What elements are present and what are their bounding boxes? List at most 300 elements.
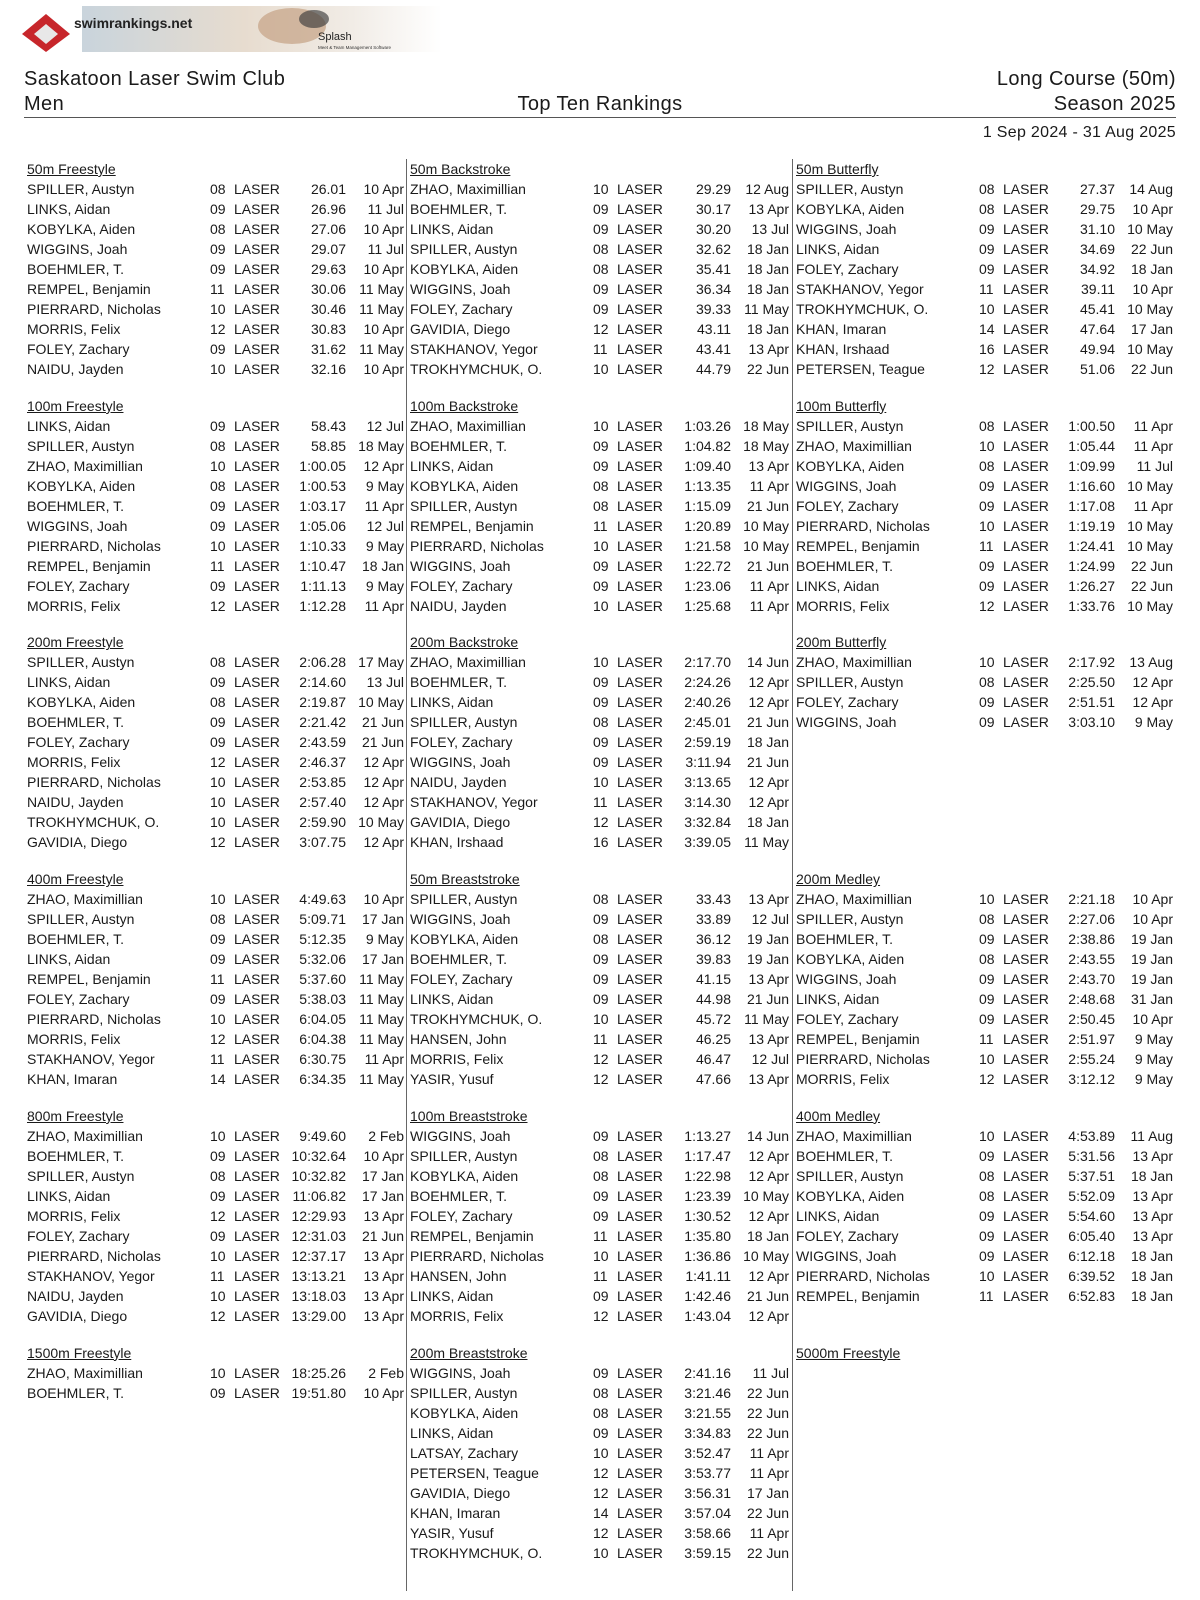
swimmer-age: 09	[979, 577, 995, 594]
ranking-row	[793, 889, 1177, 909]
swimmer-time: 2:17.92	[1068, 654, 1115, 671]
header-divider	[24, 117, 1176, 118]
swimmer-age: 09	[593, 1187, 609, 1204]
swimmer-age: 08	[593, 931, 609, 948]
swimmer-name: BOEHMLER, T.	[796, 557, 893, 574]
event-block	[793, 632, 1177, 732]
ranking-row	[793, 929, 1177, 949]
swimmer-club: LASER	[617, 1464, 663, 1481]
swimmer-time: 1:03.26	[684, 417, 731, 434]
ranking-row	[407, 1403, 793, 1423]
ranking-row	[793, 1246, 1177, 1266]
ranking-row	[793, 416, 1177, 436]
swimmer-age: 10	[979, 301, 995, 317]
swimmer-date: 12 Jul	[366, 417, 404, 434]
swimmer-age: 08	[979, 457, 995, 474]
ranking-row	[407, 1029, 793, 1049]
swimmer-name: ZHAO, Maximillian	[410, 417, 526, 434]
swimmer-club: LASER	[617, 361, 663, 377]
ranking-row	[407, 949, 793, 969]
swimmer-date: 10 May	[743, 1247, 789, 1264]
ranking-row	[407, 652, 793, 672]
swimmer-date: 22 Jun	[1130, 557, 1173, 574]
ranking-row	[24, 1146, 408, 1166]
swimmer-age: 09	[210, 241, 226, 257]
swimmer-time: 26.96	[310, 201, 346, 217]
event-title: 200m Backstroke	[410, 634, 519, 651]
swimmer-age: 10	[210, 1247, 226, 1264]
swimmer-time: 2:55.24	[1068, 1051, 1115, 1068]
ranking-row	[407, 1049, 793, 1069]
logo-splash: Splash	[318, 31, 352, 43]
swimmer-name: ZHAO, Maximillian	[27, 891, 143, 908]
swimmer-club: LASER	[234, 1031, 280, 1048]
swimmer-name: FOLEY, Zachary	[410, 1207, 513, 1224]
ranking-row	[24, 1166, 408, 1186]
ranking-row	[407, 299, 793, 319]
swimmer-date: 14 Jun	[746, 654, 789, 671]
ranking-row	[24, 1009, 408, 1029]
swimmer-age: 09	[210, 1384, 226, 1401]
swimmer-date: 11 Jul	[1136, 457, 1173, 474]
ranking-row	[407, 556, 793, 576]
swimmer-age: 09	[210, 517, 226, 534]
swimmer-time: 3:53.77	[684, 1464, 731, 1481]
swimmer-date: 10 May	[1127, 597, 1173, 614]
date-range: 1 Sep 2024 - 31 Aug 2025	[982, 124, 1176, 141]
swimmer-club: LASER	[234, 457, 280, 474]
swimmer-club: LASER	[1003, 1287, 1049, 1304]
swimmer-age: 08	[593, 1147, 609, 1164]
swimmer-age: 09	[979, 497, 995, 514]
swimmer-time: 1:20.89	[684, 517, 731, 534]
swimmer-date: 12 Apr	[748, 1147, 789, 1164]
swimmer-name: LINKS, Aidan	[410, 694, 494, 711]
swimmer-age: 11	[979, 537, 994, 554]
swimmer-date: 10 Apr	[1132, 281, 1173, 297]
ranking-row	[793, 1029, 1177, 1049]
swimmer-date: 19 Jan	[1130, 951, 1173, 968]
swimmer-name: BOEHMLER, T.	[410, 201, 507, 217]
swimmer-age: 10	[593, 1011, 609, 1028]
ranking-row	[407, 832, 793, 852]
swimmer-club: LASER	[234, 241, 280, 257]
ranking-row	[24, 496, 408, 516]
swimmer-date: 22 Jun	[746, 1544, 789, 1561]
logo-tagline: Meet & Team Management Software	[318, 45, 391, 50]
swimmer-club: LASER	[1003, 361, 1049, 377]
swimmer-date: 19 Jan	[1130, 931, 1173, 948]
swimmer-name: PIERRARD, Nicholas	[410, 537, 544, 554]
swimmer-age: 09	[593, 674, 609, 691]
swimmer-name: STAKHANOV, Yegor	[410, 341, 538, 357]
swimmer-date: 10 Apr	[1132, 891, 1173, 908]
swimmer-date: 10 May	[743, 537, 789, 554]
swimmer-date: 11 May	[359, 301, 404, 317]
swimmer-club: LASER	[234, 181, 280, 197]
swimmer-time: 1:03.17	[299, 497, 346, 514]
swimmer-name: REMPEL, Benjamin	[796, 1031, 920, 1048]
ranking-row	[24, 596, 408, 616]
swimmer-name: SPILLER, Austyn	[410, 241, 518, 257]
swimmer-club: LASER	[617, 417, 663, 434]
swimmer-name: SPILLER, Austyn	[410, 714, 518, 731]
swimmer-time: 5:38.03	[299, 991, 346, 1008]
swimmer-club: LASER	[1003, 1071, 1049, 1088]
swimmer-date: 22 Jun	[746, 1404, 789, 1421]
ranking-row	[407, 1286, 793, 1306]
swimmer-name: SPILLER, Austyn	[410, 891, 518, 908]
swimmer-name: SPILLER, Austyn	[27, 911, 135, 928]
swimmer-name: NAIDU, Jayden	[27, 794, 124, 811]
swimmer-time: 3:59.15	[684, 1544, 731, 1561]
swimmer-name: SPILLER, Austyn	[27, 437, 135, 454]
swimmer-club: LASER	[617, 1207, 663, 1224]
swimmer-date: 21 Jun	[746, 1287, 789, 1304]
swimmer-time: 1:22.72	[684, 557, 731, 574]
swimmer-time: 4:49.63	[299, 891, 346, 908]
ranking-row	[793, 1049, 1177, 1069]
swimmer-time: 3:52.47	[684, 1444, 731, 1461]
swimmer-age: 10	[210, 1011, 226, 1028]
swimmer-time: 2:50.45	[1068, 1011, 1115, 1028]
ranking-row	[793, 1206, 1177, 1226]
swimmer-name: PIERRARD, Nicholas	[796, 1267, 930, 1284]
swimmer-time: 45.72	[695, 1011, 731, 1028]
ranking-row	[407, 496, 793, 516]
swimmer-name: LINKS, Aidan	[410, 221, 494, 237]
swimmer-club: LASER	[617, 774, 663, 791]
swimmer-date: 9 May	[365, 577, 404, 594]
swimmer-club: LASER	[234, 321, 280, 337]
ranking-row	[407, 752, 793, 772]
swimmer-time: 2:48.68	[1068, 991, 1115, 1008]
swimmer-time: 1:15.09	[684, 497, 731, 514]
swimmer-club: LASER	[617, 437, 663, 454]
ranking-row	[407, 792, 793, 812]
swimmer-name: WIGGINS, Joah	[410, 557, 511, 574]
swimmer-club: LASER	[234, 1307, 280, 1324]
swimmer-name: REMPEL, Benjamin	[27, 557, 151, 574]
swimmer-time: 31.62	[310, 341, 346, 357]
swimmer-name: LINKS, Aidan	[410, 1424, 494, 1441]
swimmer-club: LASER	[1003, 497, 1049, 514]
ranking-row	[407, 692, 793, 712]
ranking-row	[407, 576, 793, 596]
ranking-row	[407, 456, 793, 476]
swimmer-date: 18 May	[743, 417, 789, 434]
event-block	[793, 396, 1177, 616]
swimmer-club: LASER	[234, 557, 280, 574]
swimmer-club: LASER	[617, 814, 663, 831]
swimmer-age: 09	[210, 497, 226, 514]
swimmer-name: WIGGINS, Joah	[27, 241, 128, 257]
swimmer-club: LASER	[1003, 654, 1049, 671]
swimmer-age: 09	[210, 734, 226, 751]
swimmer-date: 11 May	[744, 834, 789, 851]
swimmer-time: 3:32.84	[684, 814, 731, 831]
swimmer-date: 10 May	[1127, 537, 1173, 554]
swimmer-date: 12 Jul	[751, 1051, 789, 1068]
swimmer-age: 12	[210, 754, 226, 771]
swimmer-date: 12 Apr	[748, 774, 789, 791]
swimmer-name: MORRIS, Felix	[796, 597, 890, 614]
swimmer-age: 09	[593, 1287, 609, 1304]
ranking-row	[407, 1306, 793, 1326]
swimmer-date: 10 May	[358, 694, 404, 711]
swimmer-name: NAIDU, Jayden	[27, 361, 124, 377]
swimmer-club: LASER	[234, 834, 280, 851]
swimmer-club: LASER	[617, 951, 663, 968]
event-block	[24, 396, 408, 616]
swimmer-time: 6:05.40	[1068, 1227, 1115, 1244]
swimmer-name: LINKS, Aidan	[27, 201, 111, 217]
swimmer-name: PIERRARD, Nicholas	[796, 517, 930, 534]
swimmer-time: 2:24.26	[684, 674, 731, 691]
swimmer-time: 29.75	[1079, 201, 1115, 217]
swimmer-age: 08	[593, 891, 609, 908]
swimmer-club: LASER	[234, 577, 280, 594]
swimmer-time: 30.46	[310, 301, 346, 317]
swimmer-name: MORRIS, Felix	[27, 321, 121, 337]
swimmer-club: LASER	[234, 754, 280, 771]
ranking-row	[24, 1306, 408, 1326]
swimmer-date: 13 Apr	[1132, 1187, 1173, 1204]
swimmer-date: 12 Apr	[1132, 674, 1173, 691]
swimmer-club: LASER	[617, 1071, 663, 1088]
ranking-row	[407, 1069, 793, 1089]
swimmer-name: STAKHANOV, Yegor	[410, 794, 538, 811]
swimmer-time: 30.17	[695, 201, 731, 217]
swimmer-club: LASER	[1003, 1207, 1049, 1224]
swimmer-name: KHAN, Irshaad	[796, 341, 890, 357]
swimmer-name: LATSAY, Zachary	[410, 1444, 519, 1461]
swimmer-club: LASER	[617, 477, 663, 494]
swimmer-name: WIGGINS, Joah	[796, 477, 897, 494]
swimmer-age: 14	[593, 1504, 609, 1521]
swimmer-age: 09	[593, 1364, 609, 1381]
swimmer-age: 08	[210, 694, 226, 711]
ranking-row	[24, 652, 408, 672]
swimmer-date: 11 May	[744, 301, 789, 317]
swimmer-club: LASER	[1003, 714, 1049, 731]
swimmer-age: 09	[979, 931, 995, 948]
swimmer-age: 10	[210, 457, 226, 474]
swimmer-club: LASER	[617, 1187, 663, 1204]
swimmer-date: 13 Apr	[748, 1031, 789, 1048]
swimmer-time: 34.69	[1079, 241, 1115, 257]
swimmer-date: 11 Apr	[749, 1524, 789, 1541]
ranking-row	[407, 596, 793, 616]
swimmer-name: LINKS, Aidan	[410, 991, 494, 1008]
swimmer-date: 17 Jan	[746, 1484, 789, 1501]
swimmer-date: 11 Apr	[364, 497, 404, 514]
swimmer-name: LINKS, Aidan	[796, 1207, 880, 1224]
swimmer-club: LASER	[234, 1071, 280, 1088]
swimmer-date: 13 Jul	[366, 674, 404, 691]
swimmer-club: LASER	[617, 1031, 663, 1048]
swimmer-date: 17 Jan	[361, 951, 404, 968]
swimmer-date: 12 Apr	[363, 754, 404, 771]
swimmer-club: LASER	[1003, 1011, 1049, 1028]
swimmer-time: 2:25.50	[1068, 674, 1115, 691]
event-title: 200m Medley	[796, 871, 881, 888]
swimmer-club: LASER	[617, 457, 663, 474]
swimmer-date: 18 May	[743, 437, 789, 454]
swimmer-date: 9 May	[365, 931, 404, 948]
swimmer-club: LASER	[1003, 517, 1049, 534]
swimmer-time: 3:13.65	[684, 774, 731, 791]
swimmer-age: 09	[210, 577, 226, 594]
swimmer-age: 08	[210, 181, 226, 197]
swimmer-age: 09	[210, 1187, 226, 1204]
swimmer-time: 1:00.05	[299, 457, 346, 474]
swimmer-age: 09	[210, 261, 226, 277]
swimmer-age: 10	[979, 1127, 995, 1144]
swimmer-club: LASER	[617, 537, 663, 554]
swimmer-age: 09	[593, 1424, 609, 1441]
swimmer-age: 12	[210, 1307, 226, 1324]
event-title: 100m Butterfly	[796, 397, 887, 414]
event-block	[793, 1106, 1177, 1306]
swimmer-date: 11 Jul	[367, 241, 404, 257]
swimmer-name: GAVIDIA, Diego	[410, 1484, 511, 1501]
swimmer-date: 21 Jun	[746, 991, 789, 1008]
event-block	[24, 1106, 408, 1326]
swimmer-age: 09	[593, 457, 609, 474]
swimmer-age: 11	[979, 1031, 994, 1048]
swimmer-club: LASER	[617, 1364, 663, 1381]
swimmer-name: KOBYLKA, Aiden	[410, 477, 519, 494]
swimmer-name: GAVIDIA, Diego	[27, 834, 128, 851]
swimmer-age: 10	[593, 774, 609, 791]
swimmer-age: 08	[979, 951, 995, 968]
ranking-row	[24, 732, 408, 752]
swimmer-club: LASER	[1003, 437, 1049, 454]
swimmer-date: 10 May	[1127, 517, 1173, 534]
swimmer-club: LASER	[234, 971, 280, 988]
swimmer-time: 2:41.16	[684, 1364, 731, 1381]
swimmer-date: 18 Jan	[1130, 1267, 1173, 1284]
swimmer-club: LASER	[1003, 341, 1049, 357]
swimmer-club: LASER	[1003, 477, 1049, 494]
swimmer-time: 46.47	[695, 1051, 731, 1068]
swimmer-club: LASER	[1003, 1147, 1049, 1164]
swimmer-age: 11	[593, 517, 608, 534]
swimmer-name: KOBYLKA, Aiden	[27, 694, 136, 711]
ranking-row	[407, 929, 793, 949]
swimmer-age: 10	[210, 537, 226, 554]
ranking-row	[24, 239, 408, 259]
swimmer-name: HANSEN, John	[410, 1031, 507, 1048]
event-block	[407, 1106, 793, 1326]
swimmer-age: 09	[593, 1207, 609, 1224]
swimmer-time: 2:43.59	[299, 734, 346, 751]
swimmer-date: 11 May	[359, 341, 404, 357]
swimmer-date: 10 May	[1127, 301, 1173, 317]
swimmer-age: 10	[593, 361, 609, 377]
swimmer-name: LINKS, Aidan	[27, 674, 111, 691]
swimmer-club: LASER	[234, 1187, 280, 1204]
swimmer-club: LASER	[1003, 457, 1049, 474]
swimmer-club: LASER	[617, 1287, 663, 1304]
swimmer-name: KHAN, Irshaad	[410, 834, 504, 851]
swimmer-club: LASER	[1003, 1051, 1049, 1068]
swimmer-name: FOLEY, Zachary	[410, 971, 513, 988]
event-block	[24, 632, 408, 852]
swimmer-age: 09	[979, 1227, 995, 1244]
swimmer-club: LASER	[234, 1247, 280, 1264]
event-block	[24, 869, 408, 1089]
swimmer-date: 11 Apr	[749, 597, 789, 614]
swimmer-date: 9 May	[1134, 1031, 1173, 1048]
swimmer-date: 22 Jun	[746, 361, 789, 377]
swimmer-date: 13 Apr	[748, 971, 789, 988]
swimmer-date: 17 May	[358, 654, 404, 671]
swimmer-club: LASER	[1003, 911, 1049, 928]
swimmer-club: LASER	[617, 1384, 663, 1401]
swimmer-name: WIGGINS, Joah	[410, 754, 511, 771]
swimmer-date: 11 Jul	[367, 201, 404, 217]
swimmer-time: 39.83	[695, 951, 731, 968]
swimmer-time: 39.11	[1081, 281, 1115, 297]
ranking-row	[24, 1186, 408, 1206]
swimmer-time: 1:23.39	[684, 1187, 731, 1204]
ranking-row	[793, 516, 1177, 536]
swimmer-club: LASER	[617, 1127, 663, 1144]
swimmer-date: 21 Jun	[746, 754, 789, 771]
swimmer-age: 14	[210, 1071, 226, 1088]
ranking-row	[407, 516, 793, 536]
swimmer-time: 51.06	[1079, 361, 1115, 377]
ranking-row	[793, 259, 1177, 279]
swimmer-time: 1:36.86	[684, 1247, 731, 1264]
ranking-row	[793, 576, 1177, 596]
swimmer-age: 09	[979, 221, 995, 237]
ranking-row	[407, 732, 793, 752]
swimmer-age: 10	[210, 774, 226, 791]
swimmer-name: LINKS, Aidan	[410, 457, 494, 474]
swimmer-club: LASER	[234, 1384, 280, 1401]
swimmer-time: 2:51.51	[1068, 694, 1115, 711]
swimmer-club: LASER	[617, 694, 663, 711]
swimmer-name: ZHAO, Maximillian	[27, 1127, 143, 1144]
swimmer-time: 5:31.56	[1068, 1147, 1115, 1164]
swimmer-time: 29.29	[695, 181, 731, 197]
rankings-column-1	[24, 159, 408, 1591]
swimmer-name: TROKHYMCHUK, O.	[796, 301, 929, 317]
swimmer-time: 5:12.35	[299, 931, 346, 948]
ranking-row	[407, 1543, 793, 1563]
swimmer-date: 17 Jan	[361, 1167, 404, 1184]
swimmer-date: 11 Apr	[364, 1051, 404, 1068]
swimmer-date: 13 Apr	[1132, 1207, 1173, 1224]
swimmer-age: 10	[593, 654, 609, 671]
swimmer-time: 35.41	[695, 261, 731, 277]
swimmer-time: 1:13.35	[684, 477, 731, 494]
swimmer-name: ZHAO, Maximillian	[796, 891, 912, 908]
swimmer-age: 10	[593, 1544, 609, 1561]
swimmer-age: 08	[210, 477, 226, 494]
swimmer-club: LASER	[1003, 1267, 1049, 1284]
swimmer-age: 09	[979, 261, 995, 277]
swimmer-time: 3:12.12	[1068, 1071, 1115, 1088]
swimmer-club: LASER	[617, 1404, 663, 1421]
swimmer-date: 18 Jan	[1130, 1247, 1173, 1264]
swimmer-name: MORRIS, Felix	[27, 754, 121, 771]
swimmer-club: LASER	[234, 1167, 280, 1184]
swimmer-time: 5:09.71	[299, 911, 346, 928]
